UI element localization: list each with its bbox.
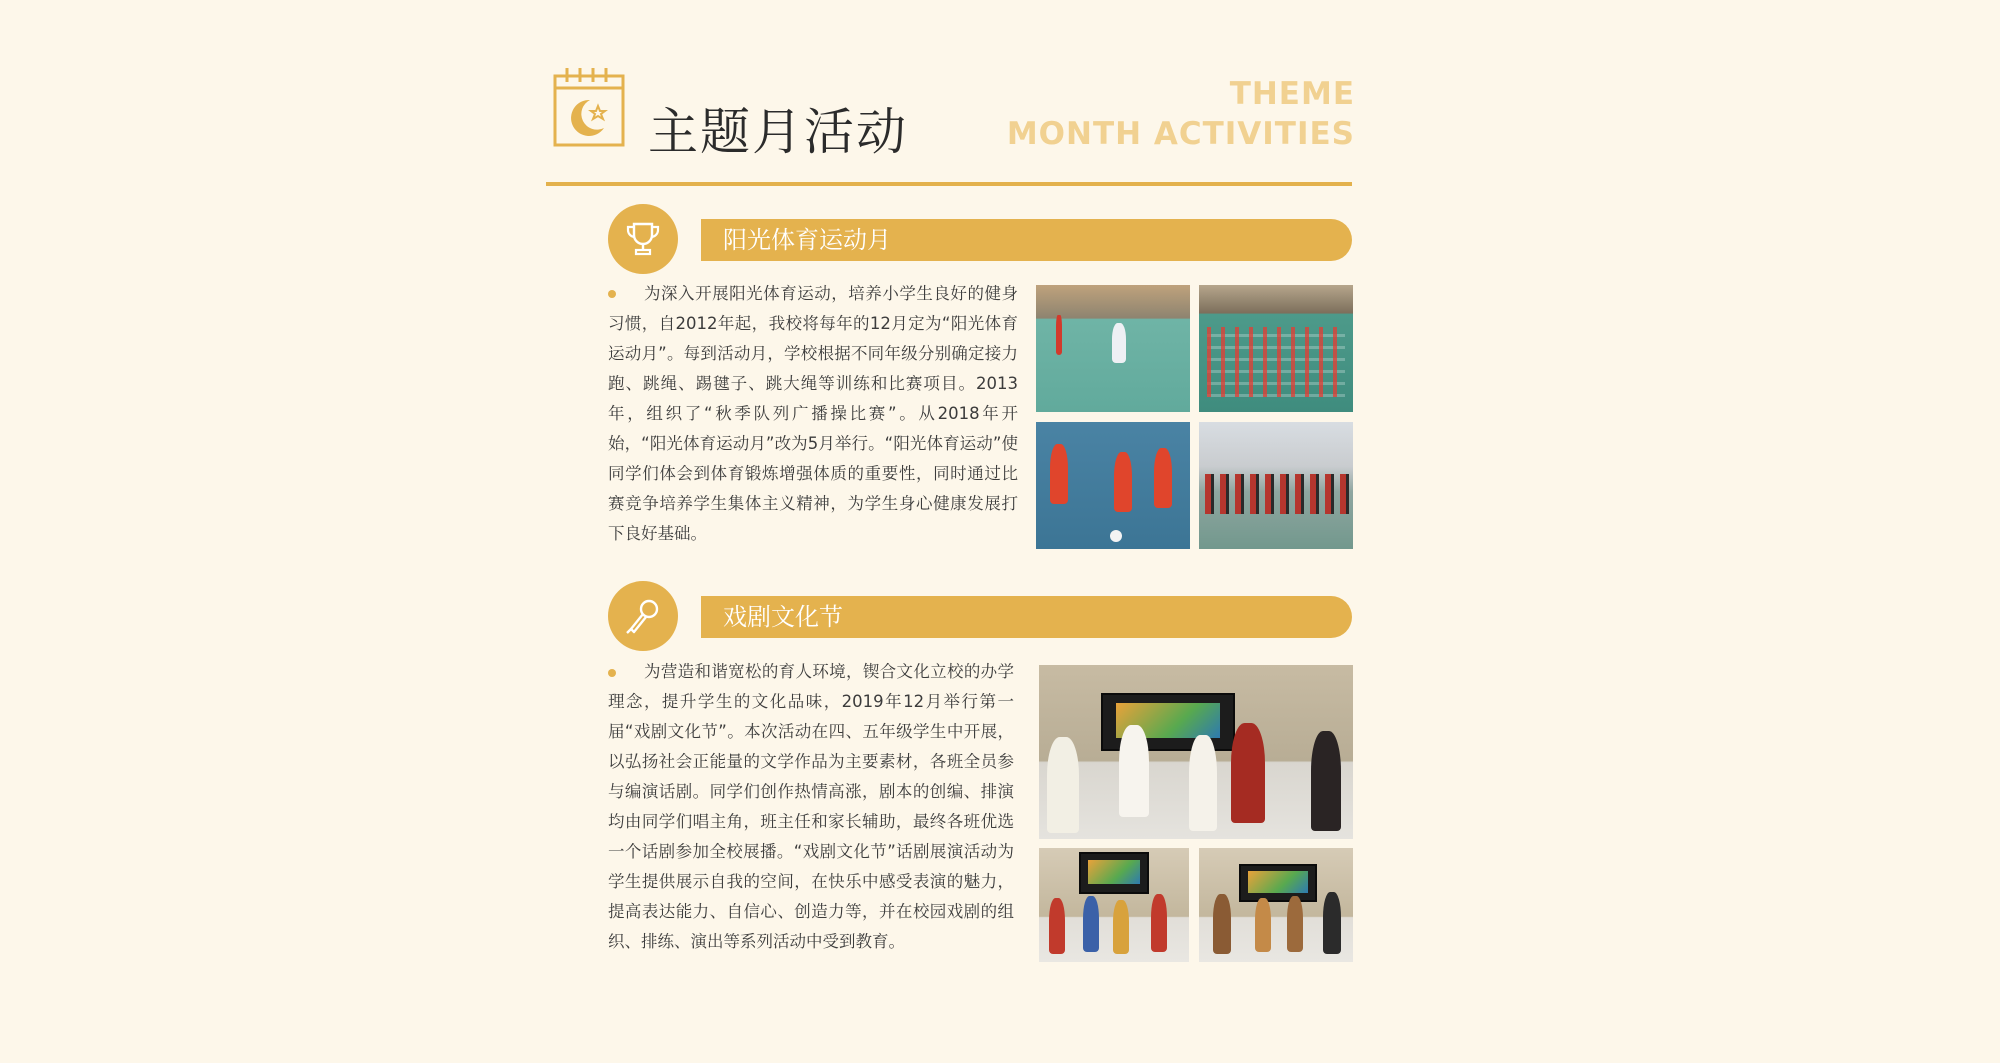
- trophy-icon: [623, 219, 663, 259]
- microphone-icon: [623, 596, 663, 636]
- field-running-photo: [1036, 285, 1190, 412]
- header-divider: [546, 182, 1352, 186]
- page-title: 主题月活动: [648, 103, 908, 161]
- theme-line-1: THEME: [1229, 76, 1355, 112]
- drama-paragraph: 为营造和谐宽松的育人环境，锲合文化立校的办学理念，提升学生的文化品味，2019年12月举行第一届“戏剧文化节”。本次活动在四、五年级学生中开展，以弘扬社会正能量的文学作品为主要素材，各班全员参与编演话剧。同学们创作热情高涨，剧本的创编、排演均由同学们唱主角，班主任和家长辅助，最终各班优选一个话剧参加全校展播。“戏剧文化节”话剧展演活动为学生提供展示自我的空间，在快乐中感受表演的魅力，提高表达能力、自信心、创造力等，并在校园戏剧的组织、排练、演出等系列活动中受到教育。: [608, 662, 1014, 951]
- section-header-bar: [701, 596, 1352, 638]
- broadcast-exercise-photo: [1199, 285, 1353, 412]
- sports-paragraph: 为深入开展阳光体育运动，培养小学生良好的健身习惯，自2012年起，我校将每年的12月定为“阳光体育运动月”。每到活动月，学校根据不同年级分别确定接力跑、跳绳、踢毽子、跳大绳等训练和比赛项目。2013年，组织了“秋季队列广播操比赛”。从2018年开始，“阳光体育运动月”改为5月举行。“阳光体育运动”使同学们体会到体育锻炼增强体质的重要性，同时通过比赛竞争培养学生集体主义精神，为学生身心健康发展打下良好基础。: [608, 284, 1018, 543]
- football-match-photo: [1036, 422, 1190, 549]
- section-icon-circle: [608, 581, 678, 651]
- section-title-sports: 阳光体育运动月: [723, 226, 891, 254]
- calendar-moon-star-icon: [552, 64, 626, 148]
- section-icon-circle: [608, 204, 678, 274]
- section-title-drama: 戏剧文化节: [723, 603, 843, 631]
- theme-english-title: [1007, 74, 1355, 154]
- theme-line-2: MONTH ACTIVITIES: [1006, 116, 1355, 152]
- section-header-bar: [701, 219, 1352, 261]
- stage-performance-photo: [1039, 848, 1189, 962]
- costume-drama-photo: [1039, 665, 1353, 839]
- animal-costume-photo: [1199, 848, 1353, 962]
- rope-skipping-photo: [1199, 422, 1353, 549]
